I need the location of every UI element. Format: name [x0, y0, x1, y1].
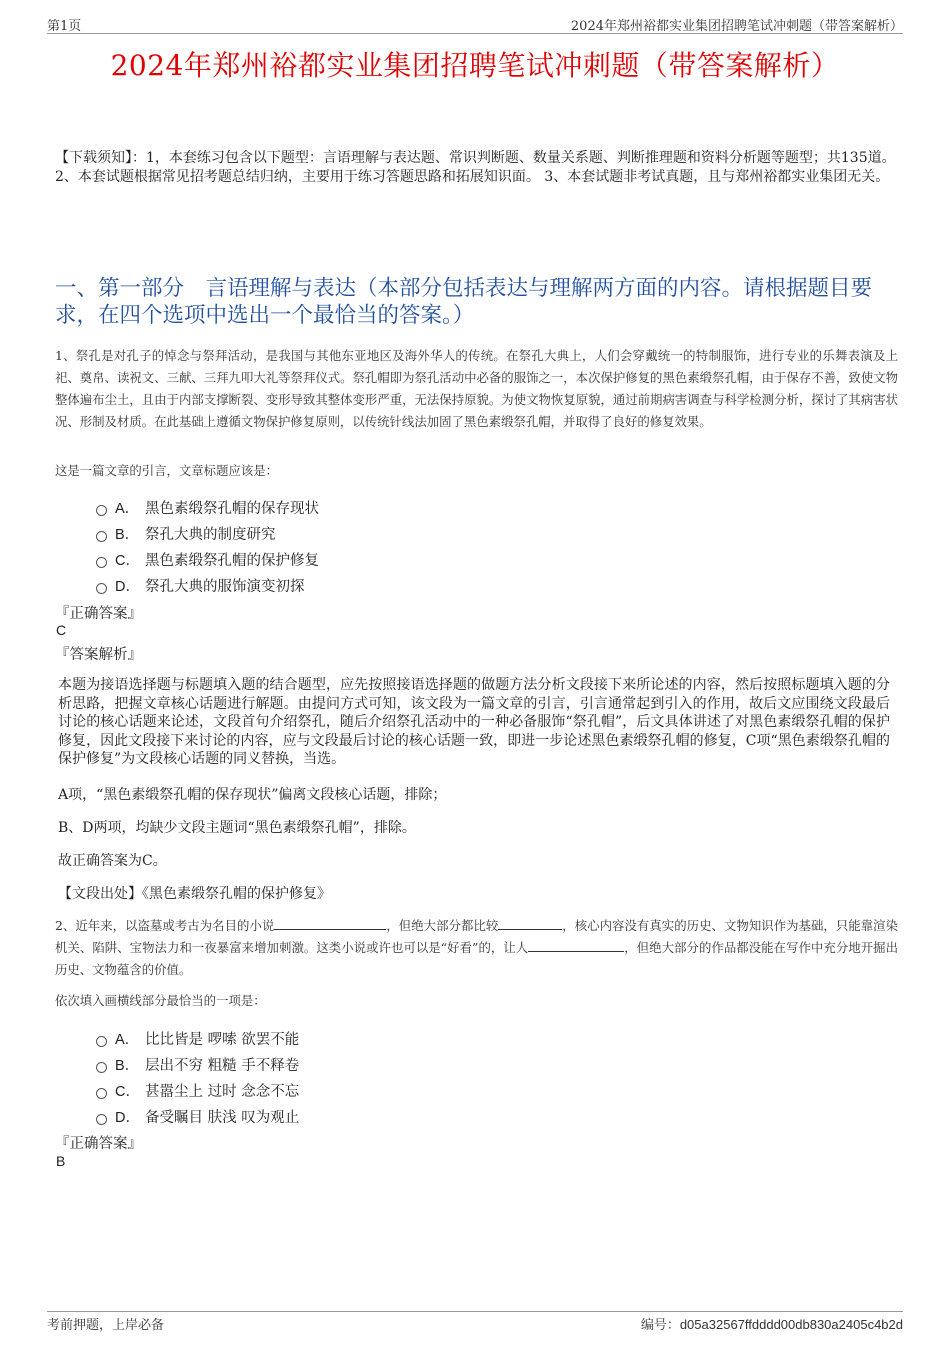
- option-text: 黑色素缎祭孔帽的保存现状: [145, 501, 319, 517]
- radio-icon[interactable]: [96, 1114, 107, 1125]
- option-letter: C．: [115, 553, 140, 569]
- radio-icon[interactable]: [96, 1088, 107, 1099]
- q1-analysis-label: 『答案解析』: [55, 647, 142, 663]
- radio-icon[interactable]: [96, 557, 107, 568]
- radio-icon[interactable]: [96, 1036, 107, 1047]
- q2-option-d[interactable]: [96, 1106, 299, 1127]
- option-text: 层出不穷 粗糙 手不释卷: [145, 1058, 300, 1074]
- header-doc-title: 2024年郑州裕都实业集团招聘笔试冲刺题（带答案解析）: [570, 19, 903, 34]
- option-text: 祭孔大典的服饰演变初探: [145, 579, 305, 595]
- q2-option-c[interactable]: [96, 1080, 299, 1101]
- q2-answer-label: 『正确答案』: [55, 1136, 142, 1152]
- footer-code-value: d05a32567ffdddd00db830a2405c4b2d: [679, 1317, 903, 1332]
- q2-option-a[interactable]: [96, 1028, 299, 1049]
- radio-icon[interactable]: [96, 1062, 107, 1073]
- q1-answer: C: [56, 622, 67, 638]
- q2-option-b[interactable]: [96, 1054, 299, 1075]
- q1-option-a[interactable]: [96, 497, 319, 518]
- option-letter: D．: [115, 579, 140, 595]
- option-text: 比比皆是 啰嗦 欲罢不能: [145, 1032, 300, 1048]
- option-letter: B．: [115, 527, 140, 543]
- question-2-passage: 2、近年来，以盗墓或考古为名目的小说 ，但绝大部分都比较 ，核心内容没有真实的历史、文物知识作为基础，只能靠渲染机关、陷阱、宝物法力和一夜暴富来增加刺激。这类小说或许也可以是“好看”的，让人 ，但绝大部分的作品都没能在写作中充分地开掘出历史、文物蕴含的价值。: [55, 918, 899, 977]
- q1-source: 【文段出处】《黑色素缎祭孔帽的保护修复》: [58, 886, 331, 902]
- option-text: 备受瞩目 肤浅 叹为观止: [145, 1110, 300, 1126]
- q1-analysis-option-a: A项，“黑色素缎祭孔帽的保存现状”偏离文段核心话题，排除；: [58, 787, 447, 803]
- page-title: 2024年郑州裕都实业集团招聘笔试冲刺题（带答案解析）: [110, 49, 840, 82]
- q1-conclusion: 故正确答案为C。: [58, 853, 167, 869]
- option-letter: D．: [115, 1110, 140, 1126]
- footer-code-label: 编号：: [640, 1318, 680, 1333]
- q1-option-d[interactable]: [96, 575, 305, 596]
- option-text: 祭孔大典的制度研究: [145, 527, 276, 543]
- fill-blank-3[interactable]: [528, 939, 624, 952]
- q1-analysis: 本题为接语选择题与标题填入题的结合题型，应先按照接语选择题的做题方法分析文段接下来所论述的内容，然后按照标题填入题的分析思路，把握文章核心话题进行解题。由提问方式可知，该文段为一篇文章的引言，引言通常起到引入的作用，故后文应围绕文段最后讨论的核心话题来论述，文段首句介绍祭孔，随后介绍祭孔活动中的一种必备服饰“祭孔帽”，后文具体讲述了对黑色素缎祭孔帽的保护修复，因此文段接下来讨论的内容，应与文段最后讨论的核心话题一致，即进一步论述黑色素缎祭孔帽的修复，C项“黑色素缎祭孔帽的保护修复”为文段核心话题的同义替换，当选。: [58, 677, 890, 767]
- fill-blank-2[interactable]: [498, 917, 562, 930]
- option-letter: A．: [115, 1032, 140, 1048]
- footer-divider: [47, 1311, 903, 1312]
- radio-icon[interactable]: [96, 531, 107, 542]
- option-letter: A．: [115, 501, 140, 517]
- option-text: 黑色素缎祭孔帽的保护修复: [145, 553, 319, 569]
- footer-slogan: 考前押题，上岸必备: [47, 1318, 165, 1333]
- q1-option-b[interactable]: [96, 523, 276, 544]
- option-letter: C．: [115, 1084, 140, 1100]
- download-notice: 【下载须知】：1，本套练习包含以下题型：言语理解与表达题、常识判断题、数量关系题、判断推理题和资料分析题等题型；共135道。 2、本套试题根据常见招考题总结归纳，主要用于练习答题思路和拓展知识面。 3、本套试题非考试真题，且与郑州裕都实业集团无关。: [55, 150, 896, 185]
- option-text: 甚嚣尘上 过时 念念不忘: [145, 1084, 300, 1100]
- q2-answer: B: [56, 1153, 66, 1169]
- question-1-passage: 1、祭孔是对孔子的悼念与祭拜活动，是我国与其他东亚地区及海外华人的传统。在祭孔大典上，人们会穿戴统一的特制服饰，进行专业的乐舞表演及上祀、奠帛、读祝文、三献、三拜九叩大礼等祭拜仪式。祭孔帽即为祭孔活动中必备的服饰之一，本次保护修复的黑色素缎祭孔帽，由于保存不善，致使文物整体遍布尘土，且由于内部支撑断裂、变形导致其整体变形严重，无法保持原貌。为使文物恢复原貌，通过前期病害调查与科学检测分析，探讨了其病害状况、形制及材质。在此基础上遵循文物保护修复原则，以传统针线法加固了黑色素缎祭孔帽，并取得了良好的修复效果。: [55, 348, 898, 429]
- question-2-prompt: 依次填入画横线部分最恰当的一项是：: [55, 993, 266, 1008]
- radio-icon[interactable]: [96, 583, 107, 594]
- q1-answer-label: 『正确答案』: [55, 606, 142, 622]
- page-number: 第1页: [47, 19, 82, 34]
- section-heading: 一、第一部分 言语理解与表达（本部分包括表达与理解两方面的内容。请根据题目要求，在四个选项中选出一个最恰当的答案。）: [55, 276, 873, 328]
- fill-blank-1[interactable]: [274, 917, 386, 930]
- q1-option-c[interactable]: [96, 549, 319, 570]
- header-divider: [47, 33, 903, 34]
- question-1-prompt: 这是一篇文章的引言，文章标题应该是：: [55, 463, 279, 478]
- footer-code: [641, 1314, 903, 1333]
- q1-analysis-option-bd: B、D两项，均缺少文段主题词“黑色素缎祭孔帽”，排除。: [58, 820, 416, 836]
- option-letter: B．: [115, 1058, 140, 1074]
- radio-icon[interactable]: [96, 505, 107, 516]
